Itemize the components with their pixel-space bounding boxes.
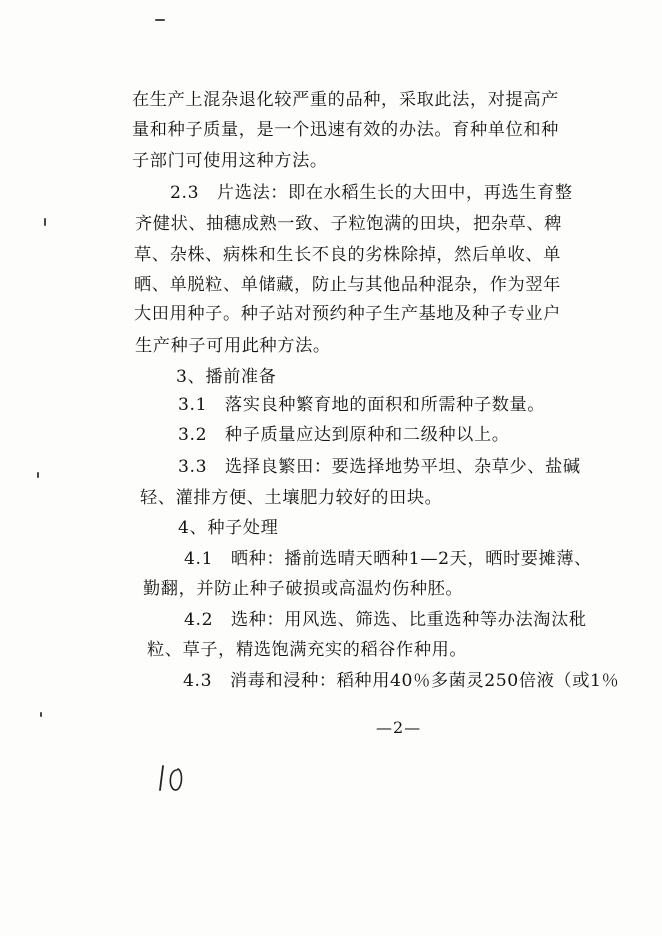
item-4-2: 4.2 选种：用风选、筛选、比重选种等办法淘汰秕 xyxy=(184,610,587,630)
paragraph-line: 子部门可使用这种方法。 xyxy=(132,151,328,171)
paragraph-line: 量和种子质量，是一个迅速有效的办法。育种单位和种 xyxy=(132,120,559,140)
scan-speck xyxy=(155,19,165,21)
paragraph-line: 粒、草子，精选饱满充实的稻谷作种用。 xyxy=(147,640,468,660)
section-heading-3: 3、播前准备 xyxy=(176,367,277,387)
item-4-3: 4.3 消毒和浸种：稻种用40％多菌灵250倍液（或1％ xyxy=(183,671,620,691)
item-4-1: 4.1 晒种：播前选晴天晒种1—2天，晒时要摊薄、 xyxy=(184,549,592,569)
paragraph-line: 大田用种子。种子站对预约种子生产基地及种子专业户 xyxy=(134,304,561,324)
paragraph-line: 晒、单脱粒、单储藏，防止与其他品种混杂，作为翌年 xyxy=(134,275,561,295)
paragraph-line: 草、杂株、病株和生长不良的劣株除掉，然后单收、单 xyxy=(134,245,561,265)
scan-speck xyxy=(40,712,42,717)
paragraph-line: 生产种子可用此种方法。 xyxy=(135,336,331,356)
item-3-2: 3.2 种子质量应达到原种和二级种以上。 xyxy=(178,425,510,445)
paragraph-line: 轻、灌排方便、土壤肥力较好的田块。 xyxy=(140,488,443,508)
item-3-1: 3.1 落实良种繁育地的面积和所需种子数量。 xyxy=(178,395,546,415)
paragraph-line: 齐健状、抽穗成熟一致、子粒饱满的田块，把杂草、稗 xyxy=(135,214,562,234)
paragraph-line: 勤翻，并防止种子破损或高温灼伤种胚。 xyxy=(143,579,464,599)
handwritten-page-mark xyxy=(157,760,195,800)
section-heading-4: 4、种子处理 xyxy=(178,518,279,538)
page-number: —2— xyxy=(376,718,422,737)
paragraph-line: 在生产上混杂退化较严重的品种，采取此法，对提高产 xyxy=(132,90,559,110)
item-3-3: 3.3 选择良繁田：要选择地势平坦、杂草少、盐碱 xyxy=(178,457,581,477)
section-heading-2-3: 2.3 片选法：即在水稻生长的大田中，再选生育整 xyxy=(170,183,573,203)
